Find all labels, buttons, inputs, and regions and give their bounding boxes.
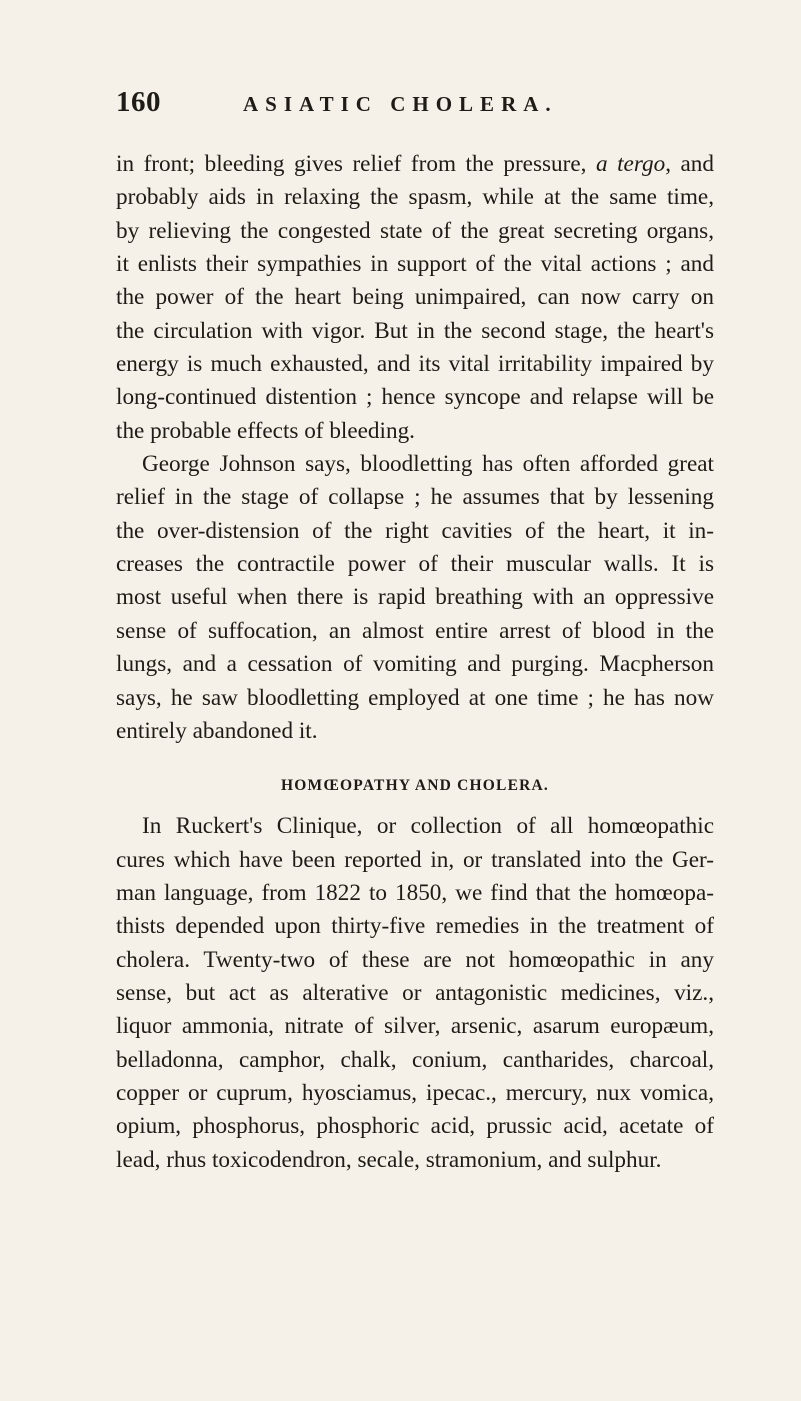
paragraph-3 [116, 810, 714, 1177]
running-head [116, 86, 696, 126]
text-line: cholera. Twenty-two of these are not homœopathic in any [116, 946, 714, 973]
paragraph-2 [116, 448, 714, 748]
text-line: sense, but act as alterative or antagonistic medicines, viz., [116, 979, 714, 1006]
text-line: it enlists their sympathies in support of the vital actions ; and [116, 251, 714, 278]
text-line: the circulation with vigor. But in the second stage, the heart's [116, 317, 714, 344]
text-line: probably aids in relaxing the spasm, while at the same time, [116, 184, 714, 211]
paragraph-1 [116, 148, 714, 448]
text-line: liquor ammonia, nitrate of silver, arsenic, asarum europæum, [116, 1013, 714, 1040]
text-line: energy is much exhausted, and its vital irritability impaired by [116, 351, 714, 378]
text-line: most useful when there is rapid breathing with an oppressive [116, 584, 714, 611]
text-line: lungs, and a cessation of vomiting and purging. Macpherson [116, 651, 714, 678]
italic-phrase: a tergo [595, 151, 666, 177]
text-line: sense of suffocation, an almost entire arrest of blood in the [116, 617, 714, 644]
text-line: the power of the heart being unimpaired, can now carry on [116, 284, 714, 311]
text-line: the probable effects of bleeding. [116, 417, 415, 444]
text-line: entirely abandoned it. [116, 717, 318, 744]
text-line: cures which have been reported in, or translated into the Ger- [116, 846, 714, 873]
text-line: creases the contractile power of their muscular walls. It is [116, 551, 714, 578]
text-line: belladonna, camphor, chalk, conium, cantharides, charcoal, [116, 1046, 714, 1073]
text-line: In Ruckert's Clinique, or collection of all homœopathic [142, 813, 714, 840]
text-line: opium, phosphorus, phosphoric acid, prussic acid, acetate of [116, 1113, 714, 1140]
text-line: thists depended upon thirty-five remedies in the treatment of [116, 913, 714, 940]
body-text [116, 148, 714, 1177]
text-line: in front; bleeding gives relief from the pressure, a tergo, and [116, 151, 714, 177]
text-line: man language, from 1822 to 1850, we find that the homœopa- [116, 879, 714, 906]
text-line: lead, rhus toxicodendron, secale, stramonium, and sulphur. [116, 1146, 662, 1173]
text-line: copper or cuprum, hyosciamus, ipecac., mercury, nux vomica, [116, 1079, 714, 1106]
text-line: George Johnson says, bloodletting has often afforded great [142, 451, 714, 478]
page-number: 160 [116, 86, 161, 118]
text-line: relief in the stage of collapse ; he assumes that by lessening [116, 484, 714, 511]
section-heading: HOMŒOPATHY AND CHOLERA. [281, 777, 549, 795]
text-line: by relieving the congested state of the great secreting organs, [116, 217, 714, 244]
text-line: says, he saw bloodletting employed at one time ; he has now [116, 684, 714, 711]
text-line: the over-distension of the right cavities of the heart, it in- [116, 517, 714, 544]
running-title: ASIATIC CHOLERA. [243, 92, 558, 116]
text-line: long-continued distention ; hence syncope and relapse will be [116, 384, 714, 411]
